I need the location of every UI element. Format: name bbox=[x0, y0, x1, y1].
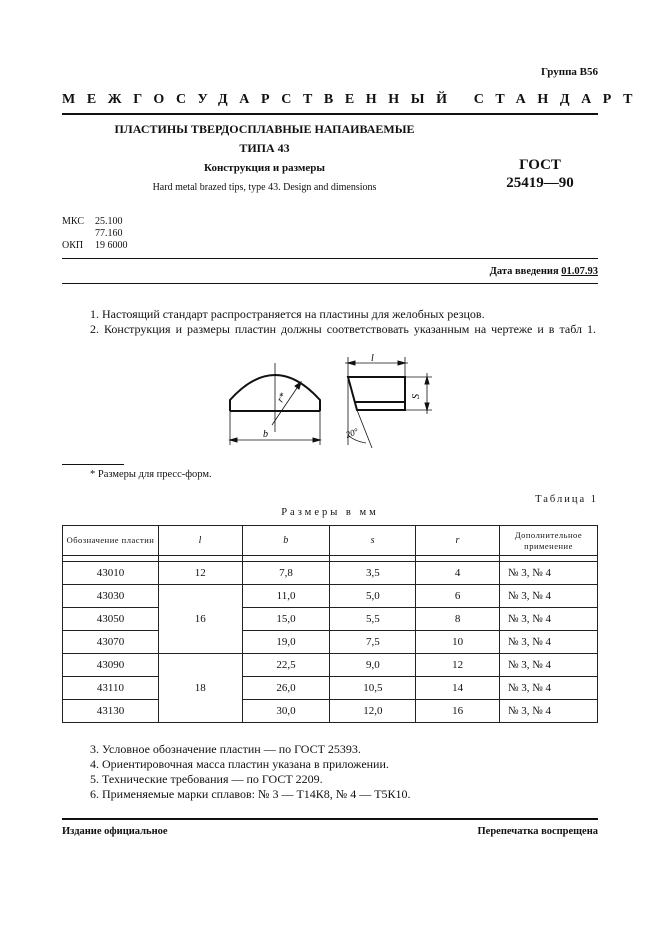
table-row bbox=[63, 585, 598, 608]
cell-code: 43090 bbox=[63, 654, 159, 677]
length-label: l bbox=[371, 353, 374, 364]
cell-r: 10 bbox=[416, 631, 500, 654]
footnote-rule bbox=[62, 464, 124, 465]
cell-use: № 3, № 4 bbox=[500, 654, 598, 677]
intro-date-value: 01.07.93 bbox=[561, 266, 598, 277]
gost-number: 25419—90 bbox=[506, 175, 574, 191]
cell-use: № 3, № 4 bbox=[500, 608, 598, 631]
table-row bbox=[63, 631, 598, 654]
cell-use: № 3, № 4 bbox=[500, 677, 598, 700]
cell-b: 15,0 bbox=[242, 608, 330, 631]
table-caption: Таблица 1 bbox=[535, 494, 598, 505]
date-rule bbox=[62, 283, 598, 284]
cell-s: 10,5 bbox=[330, 677, 416, 700]
cell-b: 11,0 bbox=[242, 585, 330, 608]
header-additional-use: Дополнительное применение bbox=[500, 526, 598, 556]
paragraph-4: 4. Ориентировочная масса пластин указана в приложении. bbox=[90, 757, 389, 771]
paragraph-2: 2. Конструкция и размеры пластин должны соответствовать указанным на чертеже и в табл 1. bbox=[90, 322, 596, 336]
cell-code: 43130 bbox=[63, 700, 159, 723]
tip-drawing bbox=[220, 345, 440, 455]
table-row bbox=[63, 562, 598, 585]
cell-l: 18 bbox=[158, 654, 242, 723]
cell-b: 19,0 bbox=[242, 631, 330, 654]
cell-code: 43010 bbox=[63, 562, 159, 585]
codes-rule bbox=[62, 258, 598, 259]
cell-s: 5,0 bbox=[330, 585, 416, 608]
angle-label: 20° bbox=[344, 426, 360, 440]
table-header-row bbox=[63, 526, 598, 556]
table-row bbox=[63, 700, 598, 723]
footer-rule bbox=[62, 818, 598, 820]
cell-r: 16 bbox=[416, 700, 500, 723]
group-code: Группа В56 bbox=[540, 66, 598, 78]
standard-type-heading: МЕЖГОСУДАРСТВЕННЫЙ СТАНДАРТ bbox=[62, 92, 645, 107]
english-title: Hard metal brazed tips, type 43. Design and dimensions bbox=[152, 182, 377, 193]
front-view bbox=[230, 363, 320, 445]
table-row bbox=[63, 677, 598, 700]
cell-code: 43110 bbox=[63, 677, 159, 700]
header-b: b bbox=[242, 526, 330, 556]
intro-date bbox=[490, 266, 598, 277]
paragraph-3: 3. Условное обозначение пластин — по ГОСТ 25393. bbox=[90, 742, 361, 756]
cell-l: 16 bbox=[158, 585, 242, 654]
cell-s: 3,5 bbox=[330, 562, 416, 585]
paragraph-5: 5. Технические требования — по ГОСТ 2209. bbox=[90, 772, 323, 786]
cell-l: 12 bbox=[158, 562, 242, 585]
mks-code-1: 25.100 bbox=[95, 216, 123, 227]
cell-use: № 3, № 4 bbox=[500, 562, 598, 585]
header-s: s bbox=[330, 526, 416, 556]
cell-use: № 3, № 4 bbox=[500, 631, 598, 654]
footnote: * Размеры для пресс-форм. bbox=[90, 469, 212, 480]
okp-label: ОКП bbox=[62, 240, 84, 251]
thickness-label: S bbox=[411, 394, 422, 399]
footer-official-edition: Издание официальное bbox=[62, 826, 168, 837]
cell-s: 9,0 bbox=[330, 654, 416, 677]
document-title-line2: ТИПА 43 bbox=[239, 141, 290, 155]
table-units: Размеры в мм bbox=[281, 507, 379, 518]
radius-label: r* bbox=[275, 391, 290, 405]
cell-code: 43050 bbox=[63, 608, 159, 631]
cell-use: № 3, № 4 bbox=[500, 700, 598, 723]
mks-code-2: 77.160 bbox=[95, 228, 123, 239]
table-row bbox=[63, 608, 598, 631]
mks-label: МКС bbox=[62, 216, 84, 227]
header-l: l bbox=[158, 526, 242, 556]
paragraph-1: 1. Настоящий стандарт распространяется на пластины для желобных резцов. bbox=[90, 307, 485, 321]
table-row bbox=[63, 654, 598, 677]
header-designation: Обозначение пластин bbox=[63, 526, 159, 556]
cell-code: 43030 bbox=[63, 585, 159, 608]
cell-use: № 3, № 4 bbox=[500, 585, 598, 608]
cell-s: 7,5 bbox=[330, 631, 416, 654]
header-r: r bbox=[416, 526, 500, 556]
okp-code: 19 6000 bbox=[95, 240, 128, 251]
width-label: b bbox=[263, 429, 268, 440]
header-rule bbox=[62, 113, 598, 115]
dimensions-table bbox=[62, 525, 598, 723]
cell-b: 22,5 bbox=[242, 654, 330, 677]
document-title-line1: ПЛАСТИНЫ ТВЕРДОСПЛАВНЫЕ НАПАИВАЕМЫЕ bbox=[114, 122, 415, 136]
document-subtitle: Конструкция и размеры bbox=[204, 162, 325, 174]
footer-reprint-prohibited: Перепечатка воспрещена bbox=[477, 826, 598, 837]
cell-b: 26,0 bbox=[242, 677, 330, 700]
cell-r: 6 bbox=[416, 585, 500, 608]
cell-code: 43070 bbox=[63, 631, 159, 654]
paragraph-6: 6. Применяемые марки сплавов: № 3 — Т14К8, № 4 — Т5К10. bbox=[90, 787, 411, 801]
cell-s: 5,5 bbox=[330, 608, 416, 631]
intro-date-label: Дата введения bbox=[489, 266, 559, 277]
cell-b: 30,0 bbox=[242, 700, 330, 723]
cell-r: 8 bbox=[416, 608, 500, 631]
cell-r: 4 bbox=[416, 562, 500, 585]
cell-s: 12,0 bbox=[330, 700, 416, 723]
cell-b: 7,8 bbox=[242, 562, 330, 585]
cell-r: 14 bbox=[416, 677, 500, 700]
cell-r: 12 bbox=[416, 654, 500, 677]
gost-label: ГОСТ bbox=[519, 157, 561, 173]
